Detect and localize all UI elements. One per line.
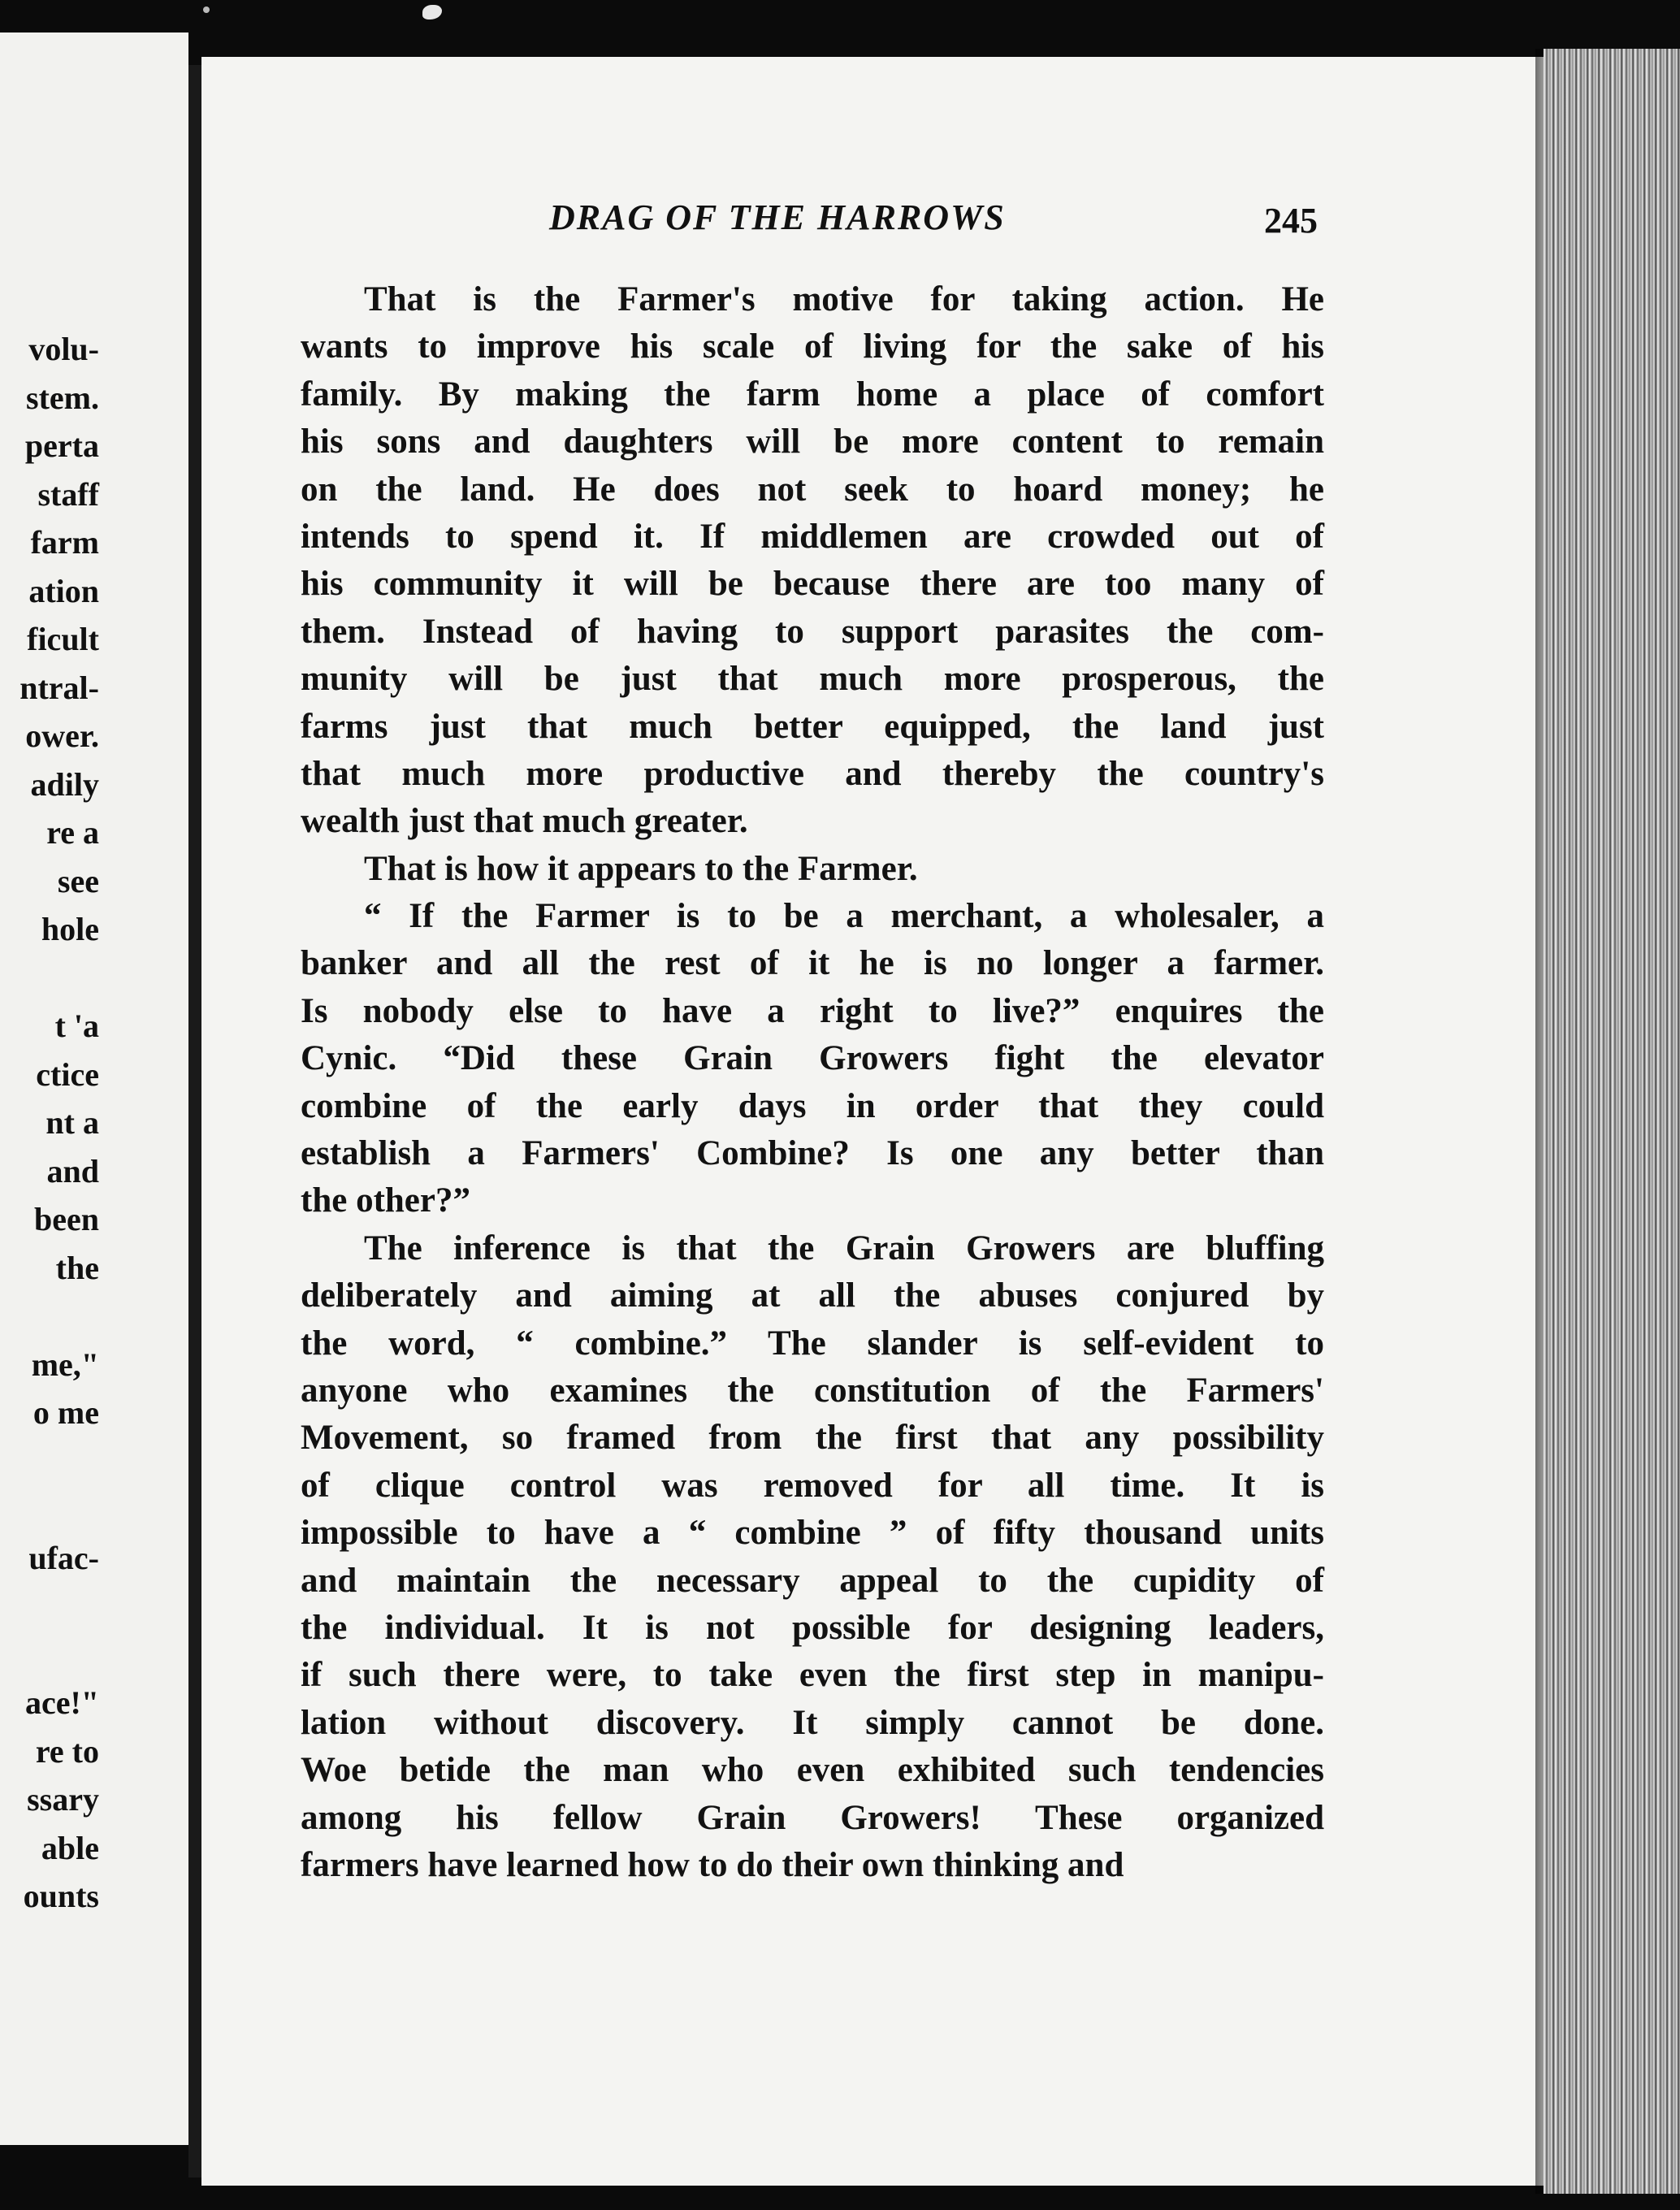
text-line: lation without discovery. It simply cannot be done. xyxy=(301,1703,1324,1742)
text-line: deliberately and aiming at all the abuses conjured by xyxy=(301,1276,1324,1315)
text-line: his sons and daughters will be more content to remain xyxy=(301,422,1324,462)
left-page-fragment: adily xyxy=(30,765,99,803)
scan-speck xyxy=(203,6,210,13)
left-page-fragment: ounts xyxy=(23,1878,99,1914)
text-line: them. Instead of having to support parasites the com- xyxy=(301,612,1324,651)
text-line: on the land. He does not seek to hoard money; he xyxy=(301,470,1324,509)
left-page-fragment: farm xyxy=(30,524,99,561)
left-facing-page xyxy=(0,32,188,2145)
text-line: farmers have learned how to do their own thinking and xyxy=(301,1845,1124,1884)
text-line: intends to spend it. If middlemen are crowded out of xyxy=(301,517,1324,556)
text-line: Cynic. “Did these Grain Growers fight the elevator xyxy=(301,1039,1324,1078)
left-page-fragment: re a xyxy=(46,814,99,851)
scan-speck xyxy=(422,5,442,20)
body-text xyxy=(301,276,1324,1889)
left-page-fragment: ctice xyxy=(36,1055,99,1093)
text-line: his community it will be because there are too many of xyxy=(301,565,1324,604)
left-page-fragment xyxy=(0,962,99,1011)
left-page-fragment: and xyxy=(46,1152,99,1190)
text-line: the word, “ combine.” The slander is self-evident to xyxy=(301,1324,1324,1363)
text-line: the other?” xyxy=(301,1181,470,1220)
left-page-fragment: stem. xyxy=(26,379,99,416)
text-line: banker and all the rest of it he is no longer a farmer. xyxy=(301,944,1324,983)
left-page-fragment: re to xyxy=(35,1732,99,1770)
left-page-fragment: ssary xyxy=(27,1781,99,1818)
left-page-fragment xyxy=(0,1590,99,1639)
text-line: if such there were, to take even the first step in manipu- xyxy=(301,1656,1324,1695)
left-page-fragment: staff xyxy=(37,475,99,513)
left-page-fragment: been xyxy=(34,1201,99,1237)
left-page-fragment: the xyxy=(55,1249,99,1286)
text-line: and maintain the necessary appeal to the cupidity of xyxy=(301,1561,1324,1600)
text-line: combine of the early days in order that they could xyxy=(301,1086,1324,1125)
left-page-fragment: nt a xyxy=(45,1104,99,1141)
left-page-text xyxy=(0,333,99,1929)
left-page-fragment: me," xyxy=(31,1346,99,1383)
text-line: munity will be just that much more prosperous, the xyxy=(301,660,1324,699)
text-line: among his fellow Grain Growers! These organized xyxy=(301,1798,1324,1837)
text-line: wealth just that much greater. xyxy=(301,802,748,841)
left-page-fragment: perta xyxy=(24,427,99,464)
text-line: anyone who examines the constitution of the Farmers' xyxy=(301,1371,1324,1410)
text-line: of clique control was removed for all time. It is xyxy=(301,1466,1324,1505)
text-line: Is nobody else to have a right to live?” enquires the xyxy=(301,991,1324,1030)
page-number: 245 xyxy=(1264,201,1318,240)
left-page-fragment: ficult xyxy=(27,621,99,657)
left-page-fragment xyxy=(0,1493,99,1542)
left-page-fragment: ufac- xyxy=(28,1539,99,1576)
text-line: farms just that much better equipped, the land just xyxy=(301,707,1324,746)
left-page-fragment xyxy=(0,1445,99,1494)
text-line: That is the Farmer's motive for taking action. He xyxy=(364,280,1324,318)
left-page-fragment: volu- xyxy=(28,331,99,367)
left-page-fragment: ation xyxy=(28,572,99,609)
text-line: establish a Farmers' Combine? Is one any better than xyxy=(301,1134,1324,1173)
text-line: “ If the Farmer is to be a merchant, a wholesaler, a xyxy=(364,897,1324,936)
text-line: that much more productive and thereby the country's xyxy=(301,754,1324,793)
left-page-fragment xyxy=(0,1639,99,1688)
left-page-fragment: ntral- xyxy=(19,669,99,706)
left-page-fragment: hole xyxy=(41,911,99,947)
left-page-fragment: ace!" xyxy=(24,1684,99,1721)
text-line: impossible to have a “ combine ” of fifty thousand units xyxy=(301,1514,1324,1553)
text-line: wants to improve his scale of living for the sake of his xyxy=(301,327,1324,366)
text-line: Woe betide the man who even exhibited such tendencies xyxy=(301,1751,1324,1790)
text-line: Movement, so framed from the first that any possibility xyxy=(301,1419,1324,1458)
text-line: That is how it appears to the Farmer. xyxy=(364,849,918,888)
left-page-fragment: able xyxy=(41,1829,99,1866)
book-page-edges xyxy=(1544,49,1680,2194)
text-line: The inference is that the Grain Growers are bluffing xyxy=(364,1228,1324,1268)
left-page-fragment: ower. xyxy=(25,717,99,754)
text-line: the individual. It is not possible for designing leaders, xyxy=(301,1608,1324,1647)
left-page-fragment: t 'a xyxy=(54,1008,99,1044)
running-head: DRAG OF THE HARROWS xyxy=(549,197,1006,237)
left-page-fragment xyxy=(0,1300,99,1349)
left-page-fragment: see xyxy=(57,862,99,899)
text-line: family. By making the farm home a place of comfort xyxy=(301,375,1324,414)
left-page-fragment: o me xyxy=(32,1394,99,1431)
